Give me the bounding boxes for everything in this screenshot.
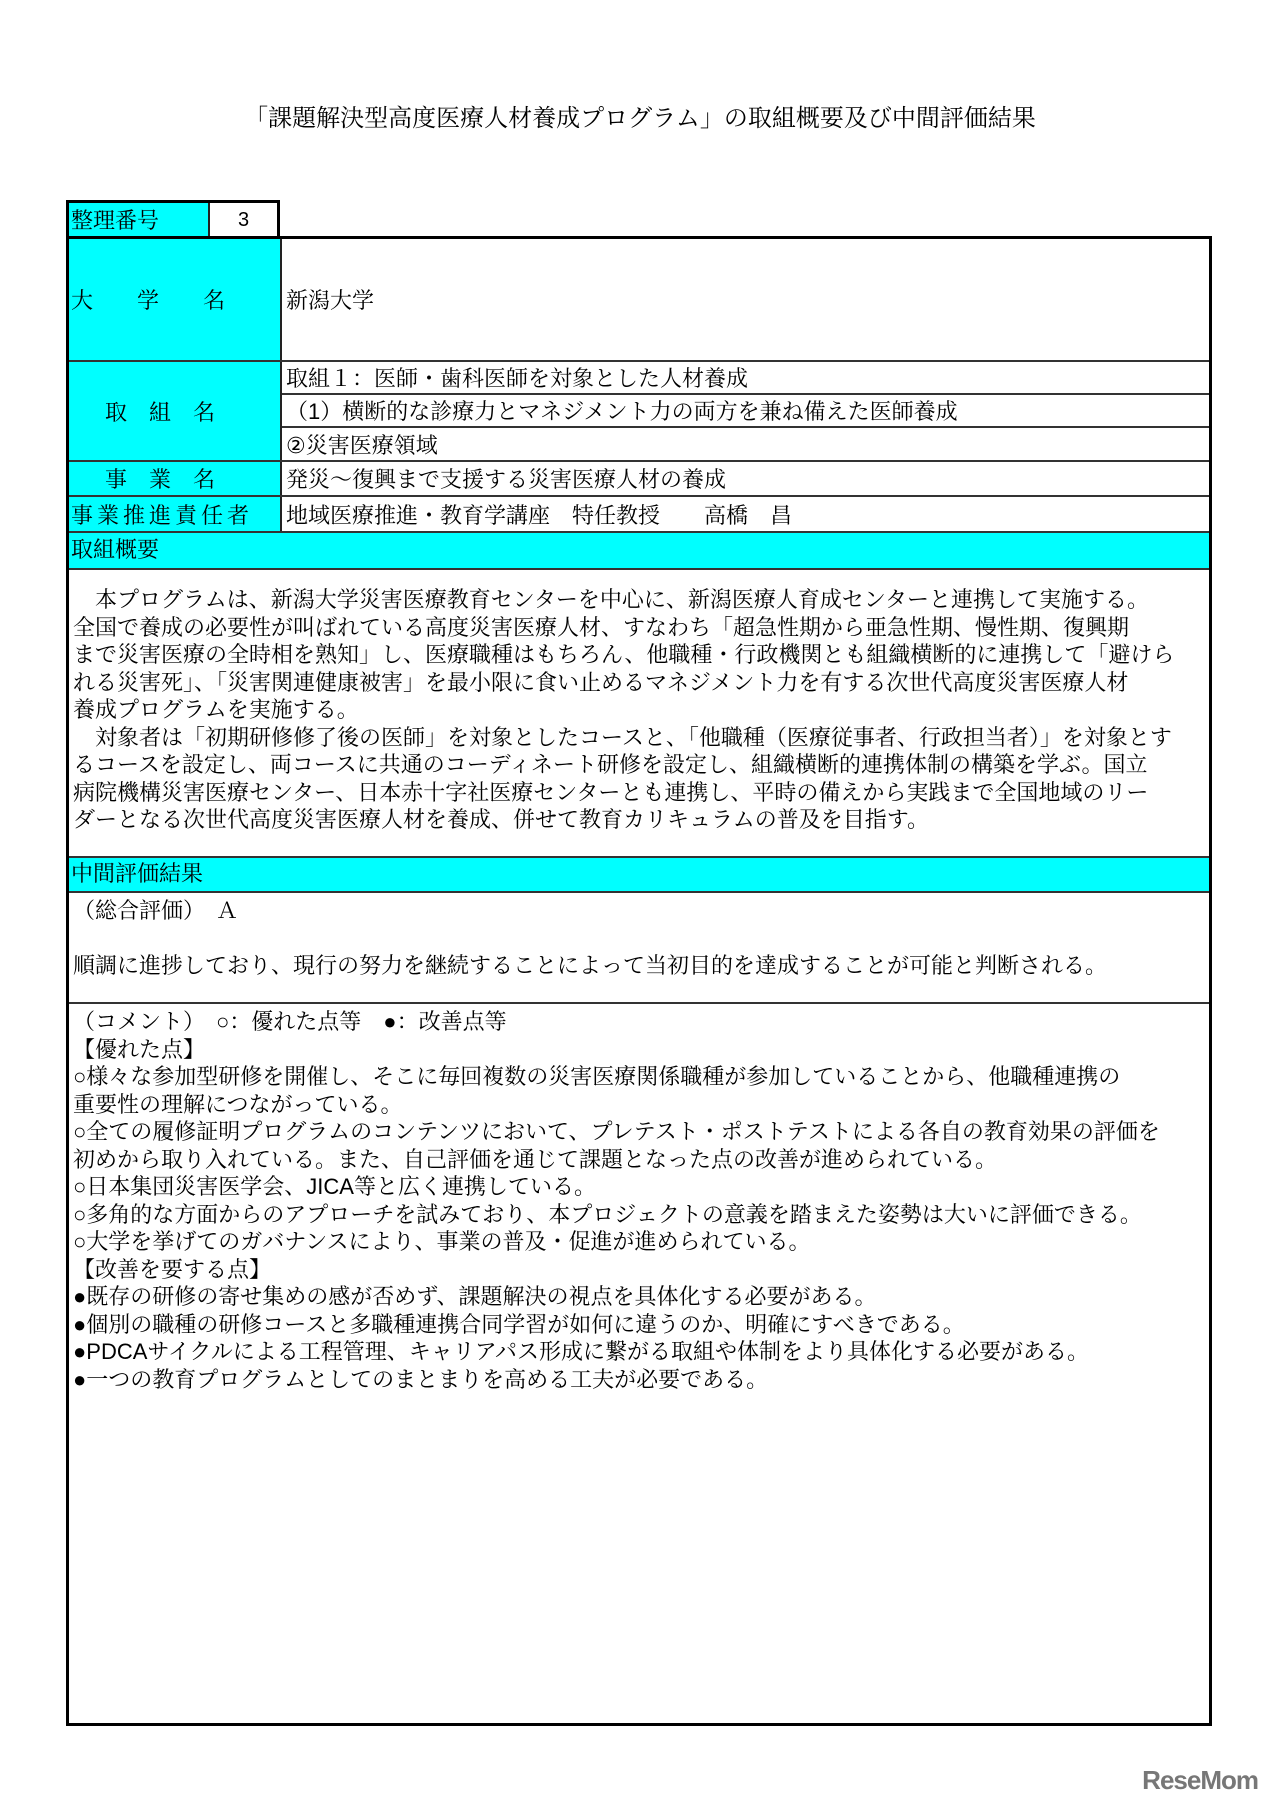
resemom-watermark-logo: ReseMom	[1142, 1765, 1258, 1795]
overview-body	[69, 570, 1209, 858]
initiative-label: 取 組 名	[69, 362, 282, 460]
good-point: 初めから取り入れている。また、自己評価を通じて課題となった点の改善が進められている。	[73, 1146, 998, 1172]
project-value: 発災～復興まで支援する災害医療人材の養成	[286, 467, 727, 492]
university-label: 大 学 名	[69, 239, 282, 360]
university-row	[69, 239, 1209, 362]
evaluation-body	[69, 893, 1209, 1004]
good-point: 重要性の理解につながっている。	[73, 1091, 403, 1117]
evaluation-summary: 順調に進捗しており、現行の努力を継続することによって当初目的を達成することが可能と判断される。	[73, 952, 1108, 978]
overview-line: るコースを設定し、両コースに共通のコーディネート研修を設定し、組織横断的連携体制の構築を学ぶ。国立	[73, 752, 1148, 777]
good-point: ○様々な参加型研修を開催し、そこに毎回複数の災害医療関係職種が参加していることから、他職種連携の	[73, 1064, 1121, 1089]
overview-line: 養成プログラムを実施する。	[73, 697, 359, 722]
leader-label: 事業推進責任者	[69, 497, 282, 531]
good-point: ○日本集団災害医学会、JICA等と広く連携している。	[73, 1174, 596, 1199]
reference-number-label: 整理番号	[69, 203, 210, 238]
improvement-point: ●個別の職種の研修コースと多職種連携合同学習が如何に違うのか、明確にすべきである。	[73, 1311, 965, 1337]
overview-header: 取組概要	[69, 533, 1209, 570]
good-points-header: 【優れた点】	[73, 1036, 206, 1062]
project-row	[69, 462, 1209, 497]
overview-line: 病院機構災害医療センター、日本赤十字社医療センターとも連携し、平時の備えから実践まで全国地域のリー	[73, 779, 1149, 805]
university-value: 新潟大学	[286, 288, 375, 313]
page-title: 「課題解決型高度医療人材養成プログラム」の取組概要及び中間評価結果	[244, 105, 1036, 132]
good-point: ○大学を挙げてのガバナンスにより、事業の普及・促進が進められている。	[73, 1229, 811, 1254]
comments-legend: （コメント） ○：優れた点等 ●：改善点等	[73, 1009, 507, 1034]
initiative-line-1: 取組１：医師・歯科医師を対象とした人材養成	[282, 362, 1209, 395]
improvement-point: ●一つの教育プログラムとしてのまとまりを高める工夫が必要である。	[73, 1366, 769, 1392]
improvement-point: ●PDCAサイクルによる工程管理、キャリアパス形成に繋がる取組や体制をより具体化する必要がある。	[73, 1339, 1090, 1364]
comments-section	[69, 1004, 1209, 1723]
overview-line: れる災害死」、「災害関連健康被害」を最小限に食い止めるマネジメント力を有する次世代高度災害医療人材	[73, 669, 1129, 695]
overview-line: 対象者は「初期研修修了後の医師」を対象としたコースと、「他職種（医療従事者、行政担当者）」を対象とす	[73, 724, 1172, 750]
overview-line: ダーとなる次世代高度災害医療人材を養成、併せて教育カリキュラムの普及を目指す。	[73, 807, 930, 832]
improvement-header: 【改善を要する点】	[73, 1256, 272, 1282]
main-table	[66, 236, 1212, 1726]
initiative-line-2: （1）横断的な診療力とマネジメント力の両方を兼ね備えた医師養成	[282, 395, 1209, 428]
evaluation-header: 中間評価結果	[69, 858, 1209, 893]
project-label: 事 業 名	[69, 462, 282, 495]
overview-line: まで災害医療の全時相を熟知」し、医療職種はもちろん、他職種・行政機関とも組織横断的に連携して「避けら	[73, 642, 1175, 667]
overview-line: 本プログラムは、新潟大学災害医療教育センターを中心に、新潟医療人育成センターと連携して実施する。	[73, 587, 1150, 612]
overview-line: 全国で養成の必要性が叫ばれている高度災害医療人材、すなわち「超急性期から亜急性期、慢性期、復興期	[73, 614, 1130, 640]
reference-number-box	[66, 200, 280, 238]
leader-value: 地域医療推進・教育学講座 特任教授 高橋 昌	[286, 502, 793, 528]
reference-number-value: 3	[237, 209, 250, 231]
overall-rating: （総合評価） Ａ	[73, 898, 239, 923]
initiative-line-3: ②災害医療領域	[286, 432, 438, 458]
good-point: ○多角的な方面からのアプローチを試みており、本プロジェクトの意義を踏まえた姿勢は大いに評価できる。	[73, 1201, 1142, 1227]
leader-row	[69, 497, 1209, 533]
good-point: ○全ての履修証明プログラムのコンテンツにおいて、プレテスト・ポストテストによる各自の教育効果の評価を	[73, 1119, 1160, 1144]
improvement-point: ●既存の研修の寄せ集めの感が否めず、課題解決の視点を具体化する必要がある。	[73, 1284, 877, 1309]
initiative-row	[69, 362, 1209, 462]
